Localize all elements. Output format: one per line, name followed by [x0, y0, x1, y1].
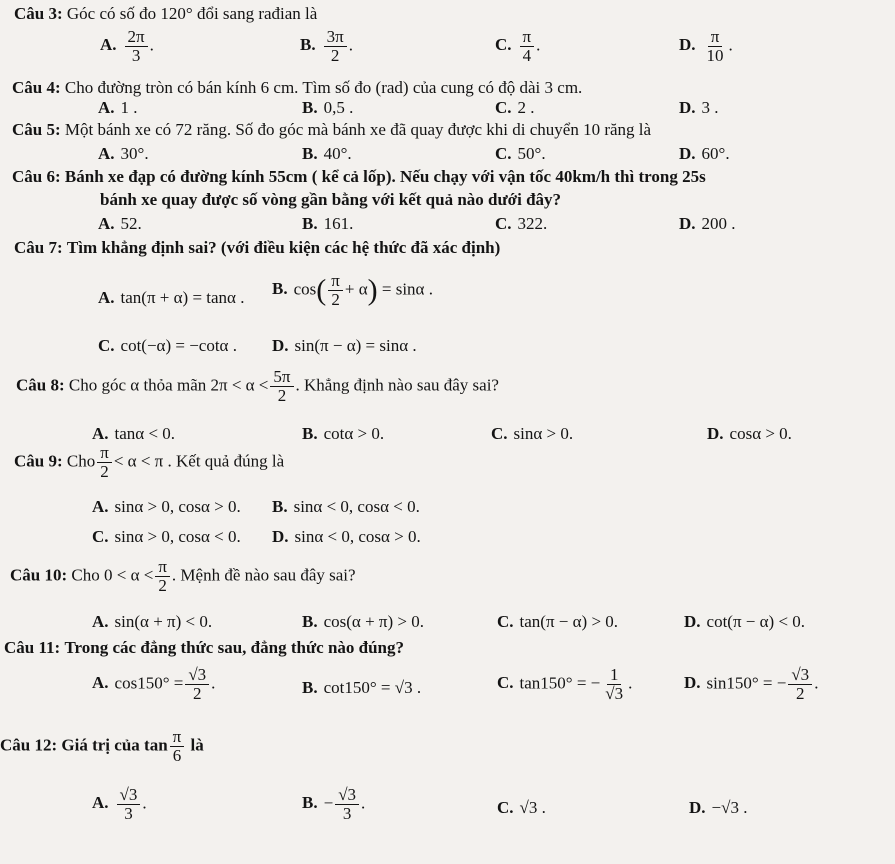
- option-b: B. − $\frac{√3}{3}$ .: [302, 785, 366, 823]
- option-d: D. 3 .: [679, 98, 719, 117]
- question-label: Câu 8:: [16, 375, 65, 395]
- question-label: Câu 4:: [12, 78, 61, 97]
- question-text: Trong các đẳng thức sau, đẳng thức nào đúng?: [64, 638, 405, 657]
- fraction: $\frac{\pi}{6}$: [170, 728, 185, 765]
- fraction: $\frac{\pi}{2}$: [155, 558, 170, 595]
- question-label: Câu 9:: [14, 451, 63, 471]
- question-text: Tìm khẳng định sai? (với điều kiện các hệ thức đã xác định): [66, 238, 501, 257]
- option-d: D. $\frac{\pi}{10}$ .: [679, 27, 733, 65]
- question-label: Câu 11:: [4, 638, 61, 657]
- option-d: D. sin(π − α) = sinα .: [272, 336, 417, 355]
- fraction: $\frac{√3}{2}$: [185, 666, 209, 703]
- fraction: $\frac{√3}{3}$: [117, 786, 141, 823]
- fraction: $\frac{\pi}{2}$: [97, 444, 112, 481]
- option-b: B. cos( $\frac{\pi}{2}$ + α) = sinα .: [272, 271, 433, 309]
- question-label: Câu 12:: [0, 735, 58, 755]
- option-d: D. 60°.: [679, 144, 730, 163]
- option-b: B. 161.: [302, 214, 354, 233]
- option-b: B. cot150° = √3 .: [302, 678, 422, 697]
- fraction: $\frac{3\pi}{2}$: [324, 28, 347, 65]
- question-label: Câu 6:: [12, 167, 61, 186]
- option-b: B. 0,5 .: [302, 98, 354, 117]
- option-a: A. sin(α + π) < 0.: [92, 612, 213, 631]
- fraction: $\frac{\pi}{2}$: [328, 272, 343, 309]
- option-c: C. 322.: [495, 214, 548, 233]
- option-d: D. cot(π − α) < 0.: [684, 612, 806, 631]
- option-b: B. cos(α + π) > 0.: [302, 612, 424, 631]
- option-c: C. tan150° = − $\frac{1}{√3}$ .: [497, 665, 633, 703]
- question-label: Câu 5:: [12, 120, 61, 139]
- fraction: $\frac{5\pi}{2}$: [270, 368, 293, 405]
- option-b: B. $\frac{3\pi}{2}$ .: [300, 27, 353, 65]
- option-a: A. 30°.: [98, 144, 149, 163]
- question-label: Câu 7:: [14, 238, 63, 257]
- option-a: A. 52.: [98, 214, 142, 233]
- option-a: A. 1 .: [98, 98, 138, 117]
- option-a: A. tanα < 0.: [92, 424, 176, 443]
- option-c: C. cot(−α) = −cotα .: [98, 336, 237, 355]
- option-c: C. √3 .: [497, 798, 546, 817]
- option-a: A. $\frac{2\pi}{3}$ .: [100, 27, 154, 65]
- question-label: Câu 10:: [10, 565, 68, 585]
- fraction: $\frac{√3}{3}$: [335, 786, 359, 823]
- question-text: Một bánh xe có 72 răng. Số đo góc mà bánh xe đã quay được khi di chuyển 10 răng là: [64, 120, 652, 139]
- option-d: D. cosα > 0.: [707, 424, 792, 443]
- option-a: A. cos150° = $\frac{√3}{2}$ .: [92, 665, 216, 703]
- option-c: C. 50°.: [495, 144, 546, 163]
- option-d: D. sin150° = − $\frac{√3}{2}$ .: [684, 665, 819, 703]
- question-text: Góc có số đo 120° đổi sang rađian là: [66, 4, 318, 23]
- option-c: C. $\frac{\pi}{4}$ .: [495, 27, 541, 65]
- option-c: C. sinα > 0.: [491, 424, 574, 443]
- option-c: C. tan(π − α) > 0.: [497, 612, 619, 631]
- question-text: Bánh xe đạp có đường kính 55cm ( kể cả lốp). Nếu chạy với vận tốc 40km/h thì trong 25s: [64, 167, 706, 186]
- fraction: $\frac{\pi}{4}$: [520, 28, 535, 65]
- fraction: $\frac{\pi}{10}$: [706, 27, 724, 65]
- fraction: $\frac{2\pi}{3}$: [125, 28, 148, 65]
- option-c: C. 2 .: [495, 98, 535, 117]
- question-text-continued: bánh xe quay được số vòng gần bằng với kết quả nào dưới đây?: [100, 190, 562, 209]
- option-a: A. tan(π + α) = tanα .: [98, 288, 245, 307]
- option-d: D. 200 .: [679, 214, 736, 233]
- option-d: D. sinα < 0, cosα > 0.: [272, 527, 421, 546]
- option-b: B. sinα < 0, cosα < 0.: [272, 497, 420, 516]
- fraction: $\frac{√3}{2}$: [788, 666, 812, 703]
- option-a: A. sinα > 0, cosα > 0.: [92, 497, 241, 516]
- option-b: B. cotα > 0.: [302, 424, 385, 443]
- option-a: A. $\frac{√3}{3}$ .: [92, 785, 147, 823]
- option-b: B. 40°.: [302, 144, 352, 163]
- fraction: $\frac{1}{√3}$: [605, 665, 624, 703]
- option-c: C. sinα > 0, cosα < 0.: [92, 527, 241, 546]
- question-label: Câu 3:: [14, 4, 63, 23]
- question-text: Cho đường tròn có bán kính 6 cm. Tìm số đo (rad) của cung có độ dài 3 cm.: [64, 78, 583, 97]
- option-d: D. −√3 .: [689, 798, 748, 817]
